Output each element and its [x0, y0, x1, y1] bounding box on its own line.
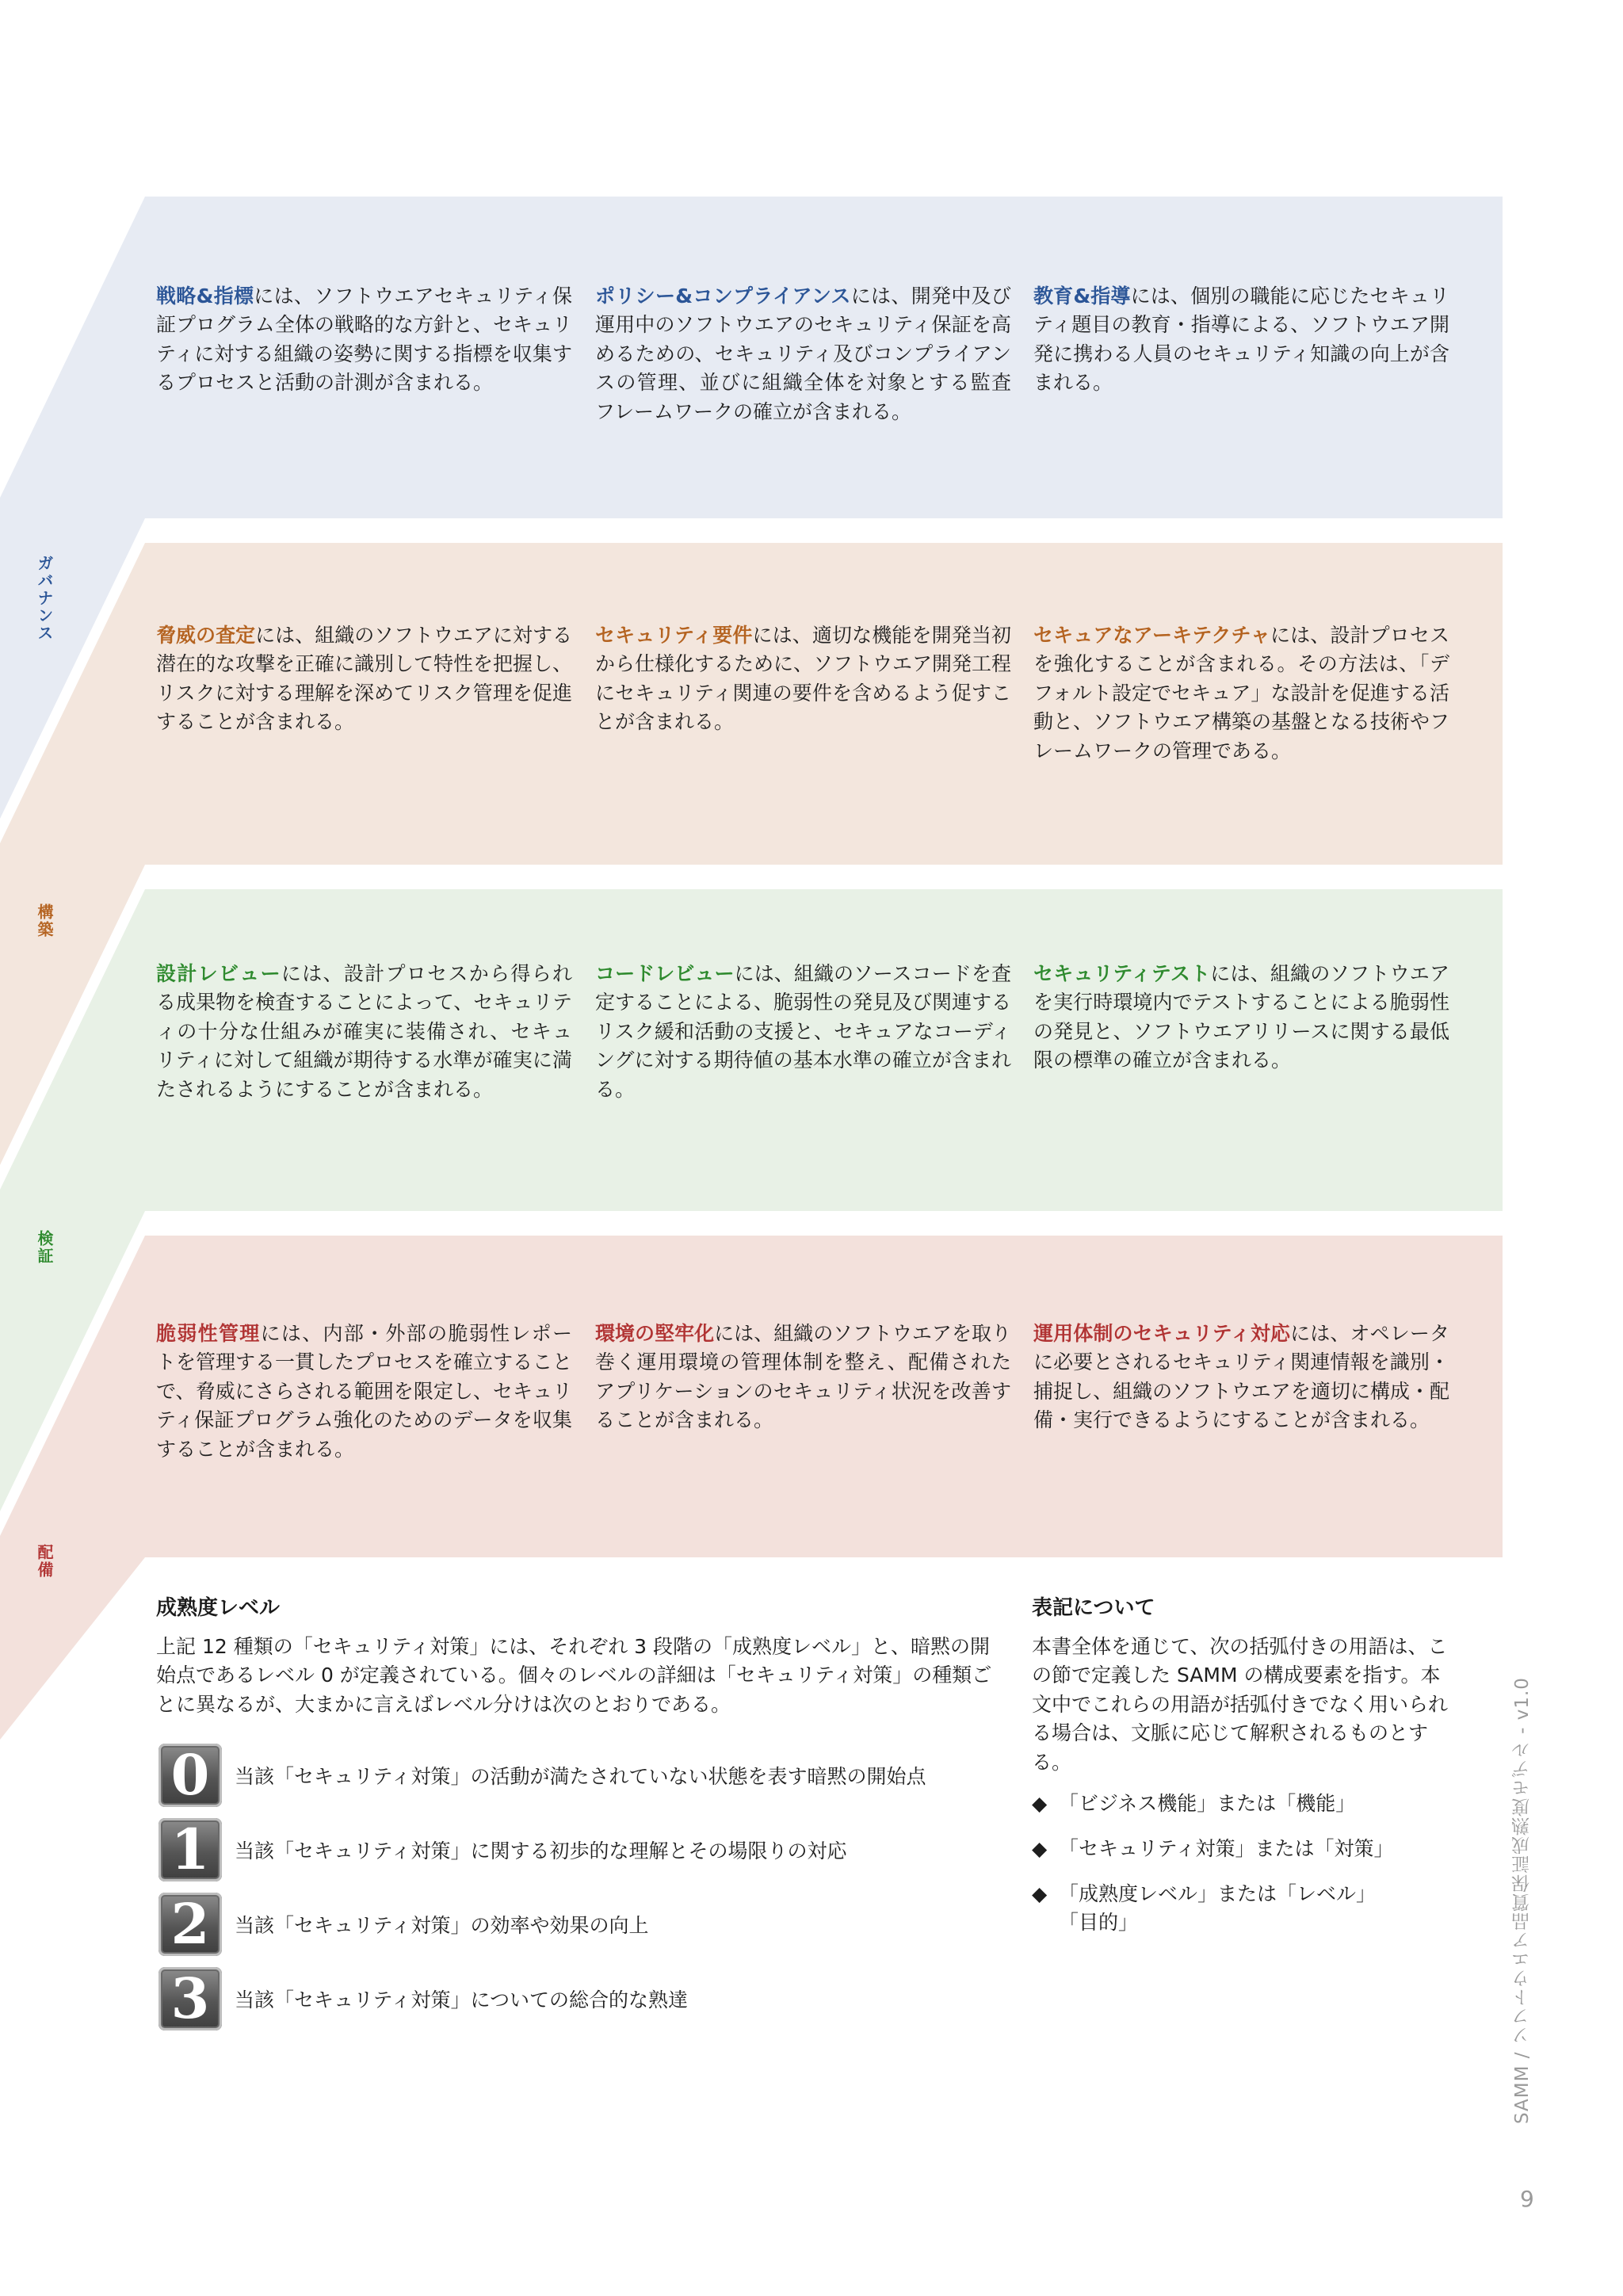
notation-bullet: [1032, 1880, 1376, 1938]
diamond-bullet-icon: ◆: [1032, 1837, 1048, 1860]
practice-description: には、組織のソフトウエアに対する潜在的な攻撃を正確に識別して特性を把握し、リスクに対する理解を深めてリスク管理を促進することが含まれる。: [156, 624, 573, 734]
practice-description: には、設計プロセスから得られる成果物を検査することによって、セキュリティの十分な仕組みが確実に装備され、セキュリティに対して組織が期待する水準が確実に満たされるようにすることが含まれる。: [156, 962, 572, 1101]
practice-description: には、設計プロセスを強化することが含まれる。その方法は、「デフォルト設定でセキュア」な設計を促進する活動と、ソフトウエア構築の基盤となる技術やフレームワークの管理である。: [1033, 624, 1450, 762]
practice-term: コードレビュー: [595, 962, 735, 985]
practice-strategy-metrics: [156, 282, 572, 398]
notation-intro: 本書全体を通じて、次の括弧付きの用語は、この節で定義した SAMM の構成要素を指す。本文中でこれらの用語が括弧付きでなく用いられる場合は、文脈に応じて解釈されるものとする。: [1032, 1635, 1449, 1774]
maturity-level-row: [158, 1817, 847, 1883]
running-title: SAMM / ソフトウエア品質保証成熟度モデル - v1.0: [1512, 1677, 1533, 2124]
practice-description: には、組織のソフトウエアを取り巻く運用環境の管理体制を整え、配備されたアプリケーションのセキュリティ状況を改善することが含まれる。: [595, 1322, 1011, 1432]
notation-heading: 表記について: [1032, 1596, 1155, 1620]
practice-term: セキュリティテスト: [1033, 962, 1211, 985]
level-0-description: 当該「セキュリティ対策」の活動が満たされていない状態を表す暗黙の開始点: [235, 1765, 926, 1788]
practice-operational-enablement: [1033, 1320, 1449, 1435]
practice-description: には、オペレータに必要とされるセキュリティ関連情報を識別・捕捉し、組織のソフトウエアを適切に構成・配備・実行できるようにすることが含まれる。: [1033, 1322, 1449, 1432]
practice-description: には、開発中及び運用中のソフトウエアのセキュリティ保証を高めるための、セキュリティ及びコンプライアンスの管理、並びに組織全体を対象とする監査フレームワークの確立が含まれる。: [595, 285, 1011, 423]
side-label-governance: ガバナンス: [35, 555, 54, 642]
level-2-description: 当該「セキュリティ対策」の効率や効果の向上: [235, 1914, 649, 1937]
practice-term: 脅威の査定: [156, 624, 256, 647]
practice-term: 環境の堅牢化: [595, 1322, 715, 1345]
notation-term: 「セキュリティ対策」または「対策」: [1059, 1837, 1394, 1860]
practice-term: 教育&指導: [1033, 285, 1131, 308]
maturity-level-row: [158, 1966, 688, 2032]
practice-term: セキュリティ要件: [595, 624, 753, 647]
practice-design-review: [156, 960, 572, 1104]
notation-term: 「成熟度レベル」または「レベル」: [1059, 1882, 1377, 1905]
practice-description: には、内部・外部の脆弱性レポートを管理する一貫したプロセスを確立することで、脅威にさらされる範囲を限定し、セキュリティ保証プログラム強化のためのデータを収集することが含まれる。: [156, 1322, 573, 1461]
practice-term: ポリシー&コンプライアンス: [595, 285, 851, 308]
practice-education-guidance: [1033, 282, 1449, 398]
practice-term: 設計レビュー: [156, 962, 281, 985]
practice-secure-architecture: [1033, 621, 1449, 766]
practice-security-requirements: [595, 621, 1011, 737]
diamond-bullet-icon: ◆: [1032, 1882, 1048, 1905]
practice-description: には、適切な機能を開発当初から仕様化するために、ソフトウエア開発工程にセキュリティ関連の要件を含めるよう促すことが含まれる。: [595, 624, 1012, 734]
notation-bullet: [1032, 1790, 1355, 1818]
practice-security-testing: [1033, 960, 1449, 1075]
practice-code-review: [595, 960, 1011, 1104]
practice-vulnerability-management: [156, 1320, 572, 1464]
maturity-intro: 上記 12 種類の「セキュリティ対策」には、それぞれ 3 段階の「成熟度レベル」と、暗黙の開始点であるレベル 0 が定義されている。個々のレベルの詳細は「セキュリティ対策」の種類ごとに異なるが、大まかに言えばレベル分けは次のとおりである。: [156, 1635, 992, 1716]
practice-threat-assessment: [156, 621, 572, 737]
practice-description: には、個別の職能に応じたセキュリティ題目の教育・指導による、ソフトウエア開発に携わる人員のセキュリティ知識の向上が含まれる。: [1033, 285, 1449, 395]
maturity-level-row: [158, 1742, 926, 1809]
practice-term: 脆弱性管理: [156, 1322, 261, 1345]
notation-term-continued: 「目的」: [1059, 1911, 1139, 1935]
level-0-badge: 0: [158, 1744, 222, 1807]
practice-description: には、組織のソフトウエアを実行時環境内でテストすることによる脆弱性の発見と、ソフトウエアリリースに関する最低限の標準の確立が含まれる。: [1033, 962, 1449, 1072]
diamond-bullet-icon: ◆: [1032, 1792, 1048, 1815]
side-label-deployment: 配備: [35, 1544, 54, 1579]
level-1-description: 当該「セキュリティ対策」に関する初歩的な理解とその場限りの対応: [235, 1839, 847, 1862]
side-label-construction: 構築: [35, 904, 54, 938]
practice-policy-compliance: [595, 282, 1011, 426]
practice-environment-hardening: [595, 1320, 1011, 1435]
level-3-badge: 3: [158, 1967, 222, 2030]
practice-description: には、組織のソースコードを査定することによる、脆弱性の発見及び関連するリスク緩和活動の支援と、セキュアなコーディングに対する期待値の基本水準の確立が含まれる。: [595, 962, 1012, 1101]
notation-term: 「ビジネス機能」または「機能」: [1059, 1792, 1356, 1815]
level-3-description: 当該「セキュリティ対策」についての総合的な熟達: [235, 1988, 689, 2011]
level-2-badge: 2: [158, 1893, 222, 1956]
page-number: 9: [1520, 2186, 1534, 2212]
level-1-badge: 1: [158, 1818, 222, 1881]
practice-description: には、ソフトウエアセキュリティ保証プログラム全体の戦略的な方針と、セキュリティに対する組織の姿勢に関する指標を収集するプロセスと活動の計測が含まれる。: [156, 285, 572, 395]
practice-term: 戦略&指標: [156, 285, 254, 308]
practice-term: セキュアなアーキテクチャ: [1033, 624, 1270, 647]
notation-bullet: [1032, 1835, 1394, 1863]
practice-term: 運用体制のセキュリティ対応: [1033, 1322, 1291, 1345]
maturity-heading: 成熟度レベル: [156, 1596, 281, 1620]
maturity-level-row: [158, 1891, 649, 1958]
side-label-verification: 検証: [35, 1230, 54, 1265]
